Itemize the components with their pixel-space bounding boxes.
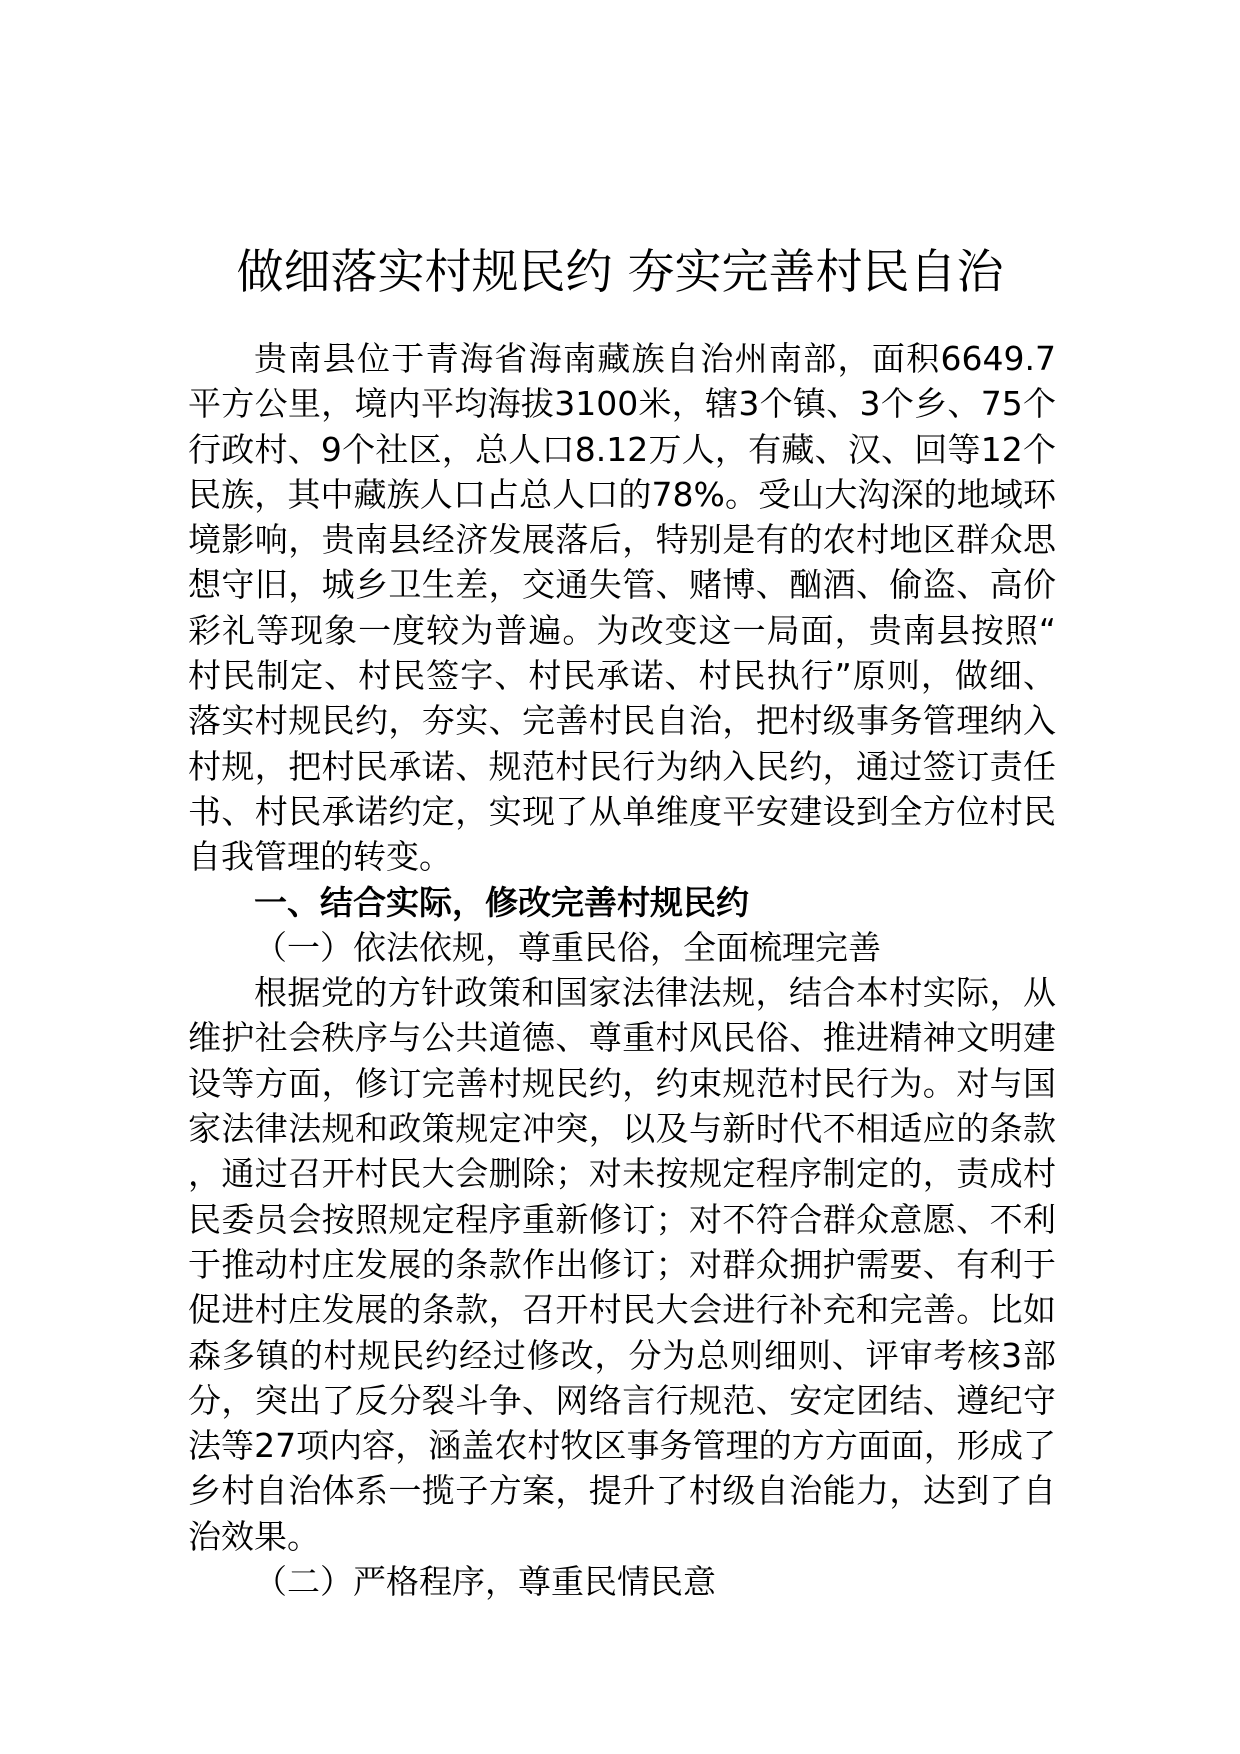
subsection-heading-2: （二）严格程序，尊重民情民意	[254, 1562, 716, 1602]
document-body	[188, 336, 1056, 1604]
section-heading-1: 一、结合实际，修改完善村规民约	[254, 882, 749, 922]
subsection-1-paragraph: 根据党的方针政策和国家法律法规，结合本村实际，从维护社会秩序与公共道德、尊重村风民俗、推进精神文明建设等方面，修订完善村规民约，约束规范村民行为。对与国家法律法规和政策规定冲突，以及与新时代不相适应的条款，通过召开村民大会删除；对未按规定程序制定的，责成村民委员会按照规定程序重新修订；对不符合群众意愿、不利于推动村庄发展的条款作出修订；对群众拥护需要、有利于促进村庄发展的条款，召开村民大会进行补充和完善。比如森多镇的村规民约经过修改，分为总则细则、评审考核3部分，突出了反分裂斗争、网络言行规范、安定团结、遵纪守法等27项内容，涵盖农村牧区事务管理的方方面面，形成了乡村自治体系一揽子方案，提升了村级自治能力，达到了自治效果。	[188, 973, 1056, 1556]
subsection-heading-1: （一）依法依规，尊重民俗，全面梳理完善	[254, 927, 881, 967]
document-title: 做细落实村规民约 夯实完善村民自治	[236, 245, 1004, 301]
intro-paragraph: 贵南县位于青海省海南藏族自治州南部，面积6649.7平方公里，境内平均海拔3100米，辖3个镇、3个乡、75个行政村、9个社区，总人口8.12万人，有藏、汉、回等12个民族，其中藏族人口占总人口的78%。受山大沟深的地域环境影响，贵南县经济发展落后，特别是有的农村地区群众思想守旧，城乡卫生差，交通失管、赌博、酗酒、偷盗、高价彩礼等现象一度较为普遍。为改变这一局面，贵南县按照“村民制定、村民签字、村民承诺、村民执行”原则，做细、落实村规民约，夯实、完善村民自治，把村级事务管理纳入村规，把村民承诺、规范村民行为纳入民约，通过签订责任书、村民承诺约定，实现了从单维度平安建设到全方位村民自我管理的转变。	[188, 339, 1056, 877]
